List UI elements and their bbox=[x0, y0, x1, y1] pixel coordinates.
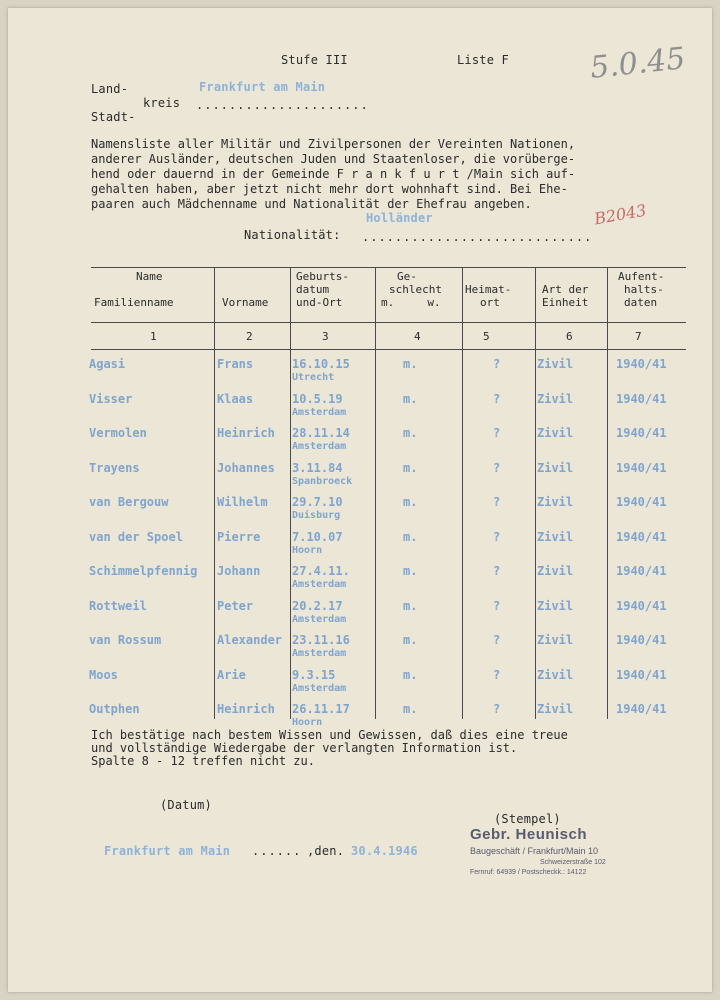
cell-heimatort: ? bbox=[493, 461, 501, 475]
cell-einheit: Zivil bbox=[537, 668, 574, 682]
column-divider bbox=[462, 267, 463, 719]
cell-datum: 16.10.15 bbox=[292, 357, 350, 371]
cell-einheit: Zivil bbox=[537, 633, 574, 647]
cell-geburt bbox=[292, 393, 346, 419]
cell-familienname: van Bergouw bbox=[89, 495, 169, 509]
footer-date: 30.4.1946 bbox=[351, 844, 418, 858]
intro-paragraph bbox=[91, 137, 575, 212]
intro-line: gehalten haben, aber jetzt nicht mehr dort wohnhaft sind. Bei Ehe- bbox=[91, 182, 568, 196]
red-pencil-note: B2043 bbox=[592, 200, 648, 229]
cell-familienname: Agasi bbox=[89, 357, 126, 371]
cell-datum: 26.11.17 bbox=[292, 702, 350, 716]
header-ort: ort bbox=[480, 296, 500, 309]
cell-vorname: Wilhelm bbox=[217, 495, 268, 509]
nationality-label: Nationalität: bbox=[244, 228, 341, 242]
header-daten: daten bbox=[624, 296, 658, 309]
column-divider bbox=[214, 267, 215, 719]
cell-datum: 29.7.10 bbox=[292, 495, 343, 509]
cell-einheit: Zivil bbox=[537, 461, 574, 475]
cell-geburt bbox=[292, 496, 343, 522]
stamp-line: Baugeschäft / Frankfurt/Main 10 bbox=[470, 846, 599, 856]
cell-geschlecht: m. bbox=[403, 599, 418, 613]
cell-heimatort: ? bbox=[493, 564, 501, 578]
cell-heimatort: ? bbox=[493, 633, 501, 647]
stufe-label: Stufe III bbox=[281, 53, 348, 67]
cell-ort: Amsterdam bbox=[292, 441, 347, 452]
cell-ort: Hoorn bbox=[292, 717, 323, 728]
cell-einheit: Zivil bbox=[537, 426, 574, 440]
intro-line: paaren auch Mädchenname und Nationalität der Ehefrau angeben. bbox=[91, 197, 532, 211]
cell-geburt bbox=[292, 565, 350, 591]
column-number: 6 bbox=[566, 330, 573, 343]
cell-vorname: Heinrich bbox=[217, 426, 275, 440]
intro-line: anderer Ausländer, deutschen Juden und Staatenloser, die vorüberge- bbox=[91, 152, 576, 166]
handwritten-annotation: 5.0.45 bbox=[588, 41, 687, 86]
cell-familienname: van der Spoel bbox=[89, 530, 183, 544]
cell-ort: Amsterdam bbox=[292, 614, 347, 625]
stamp-line: Schweizerstraße 102 bbox=[540, 859, 606, 866]
cell-vorname: Johannes bbox=[217, 461, 275, 475]
column-number: 4 bbox=[414, 330, 421, 343]
header-schlecht: schlecht bbox=[389, 283, 442, 296]
cell-ort: Amsterdam bbox=[292, 407, 347, 418]
cell-ort: Amsterdam bbox=[292, 648, 347, 659]
cell-daten: 1940/41 bbox=[616, 599, 667, 613]
cell-geschlecht: m. bbox=[403, 495, 418, 509]
cell-einheit: Zivil bbox=[537, 702, 574, 716]
column-number: 3 bbox=[322, 330, 329, 343]
cell-geschlecht: m. bbox=[403, 702, 418, 716]
column-divider bbox=[375, 267, 376, 719]
confirmation-text bbox=[91, 729, 568, 768]
cell-vorname: Peter bbox=[217, 599, 254, 613]
cell-datum: 20.2.17 bbox=[292, 599, 343, 613]
cell-datum: 3.11.84 bbox=[292, 461, 343, 475]
header-geburts: Geburts- bbox=[296, 270, 349, 283]
company-stamp bbox=[470, 826, 650, 876]
cell-geburt bbox=[292, 462, 352, 488]
cell-einheit: Zivil bbox=[537, 357, 574, 371]
location-value: Frankfurt am Main bbox=[199, 80, 326, 94]
cell-geschlecht: m. bbox=[403, 426, 418, 440]
header-und-ort: und-Ort bbox=[296, 296, 343, 309]
cell-daten: 1940/41 bbox=[616, 426, 667, 440]
header-familienname: Familienname bbox=[94, 296, 174, 309]
header-separator bbox=[91, 322, 686, 323]
cell-heimatort: ? bbox=[493, 495, 501, 509]
cell-heimatort: ? bbox=[493, 392, 501, 406]
header-art-der: Art der bbox=[542, 283, 589, 296]
cell-einheit: Zivil bbox=[537, 495, 574, 509]
cell-familienname: Schimmelpfennig bbox=[89, 564, 198, 578]
cell-daten: 1940/41 bbox=[616, 357, 667, 371]
cell-einheit: Zivil bbox=[537, 530, 574, 544]
datum-label: (Datum) bbox=[160, 798, 212, 812]
cell-familienname: Rottweil bbox=[89, 599, 147, 613]
liste-label: Liste F bbox=[457, 53, 509, 67]
cell-datum: 10.5.19 bbox=[292, 392, 343, 406]
header-vorname: Vorname bbox=[222, 296, 269, 309]
cell-geburt bbox=[292, 703, 350, 729]
cell-geschlecht: m. bbox=[403, 392, 418, 406]
cell-datum: 23.11.16 bbox=[292, 633, 350, 647]
cell-heimatort: ? bbox=[493, 426, 501, 440]
cell-vorname: Arie bbox=[217, 668, 246, 682]
cell-vorname: Frans bbox=[217, 357, 254, 371]
column-divider bbox=[290, 267, 291, 719]
cell-datum: 27.4.11. bbox=[292, 564, 350, 578]
cell-familienname: Moos bbox=[89, 668, 118, 682]
cell-geburt bbox=[292, 427, 350, 453]
cell-ort: Amsterdam bbox=[292, 579, 347, 590]
cell-geburt bbox=[292, 358, 350, 384]
nationality-value: Holländer bbox=[366, 211, 433, 225]
cell-geburt bbox=[292, 600, 346, 626]
intro-line: hend oder dauernd in der Gemeinde F r a n k f u r t /Main sich auf- bbox=[91, 167, 576, 181]
cell-vorname: Johann bbox=[217, 564, 261, 578]
cell-geschlecht: m. bbox=[403, 564, 418, 578]
header-einheit: Einheit bbox=[542, 296, 589, 309]
cell-heimatort: ? bbox=[493, 357, 501, 371]
cell-daten: 1940/41 bbox=[616, 495, 667, 509]
stamp-name: Gebr. Heunisch bbox=[470, 826, 588, 843]
cell-daten: 1940/41 bbox=[616, 461, 667, 475]
cell-vorname: Klaas bbox=[217, 392, 254, 406]
column-number: 1 bbox=[150, 330, 157, 343]
cell-daten: 1940/41 bbox=[616, 530, 667, 544]
cell-daten: 1940/41 bbox=[616, 702, 667, 716]
cell-datum: 28.11.14 bbox=[292, 426, 350, 440]
header-mw: m. w. bbox=[381, 296, 441, 309]
column-number: 2 bbox=[246, 330, 253, 343]
cell-heimatort: ? bbox=[493, 702, 501, 716]
cell-heimatort: ? bbox=[493, 530, 501, 544]
cell-familienname: Outphen bbox=[89, 702, 140, 716]
cell-datum: 9.3.15 bbox=[292, 668, 336, 682]
stadt-label: Stadt- bbox=[91, 110, 136, 124]
header-halts: halts- bbox=[624, 283, 664, 296]
header-ge: Ge- bbox=[397, 270, 417, 283]
cell-heimatort: ? bbox=[493, 668, 501, 682]
cell-daten: 1940/41 bbox=[616, 392, 667, 406]
cell-ort: Spanbroeck bbox=[292, 476, 353, 487]
column-divider bbox=[607, 267, 608, 719]
cell-familienname: Trayens bbox=[89, 461, 140, 475]
footer-place: Frankfurt am Main bbox=[104, 844, 231, 858]
column-divider bbox=[535, 267, 536, 719]
confirmation-line: Ich bestätige nach bestem Wissen und Gewissen, daß dies eine treue bbox=[91, 728, 568, 742]
cell-geburt bbox=[292, 634, 350, 660]
header-datum: datum bbox=[296, 283, 330, 296]
cell-heimatort: ? bbox=[493, 599, 501, 613]
cell-vorname: Heinrich bbox=[217, 702, 275, 716]
cell-daten: 1940/41 bbox=[616, 564, 667, 578]
cell-einheit: Zivil bbox=[537, 564, 574, 578]
column-number: 7 bbox=[635, 330, 642, 343]
cell-einheit: Zivil bbox=[537, 599, 574, 613]
nationality-dots: ............................ bbox=[362, 230, 593, 244]
intro-line: Namensliste aller Militär und Zivilpersonen der Vereinten Nationen, bbox=[91, 137, 576, 151]
header-heimat: Heimat- bbox=[465, 283, 512, 296]
cell-daten: 1940/41 bbox=[616, 633, 667, 647]
stamp-line: Fernruf: 64939 / Postscheckk.: 14122 bbox=[470, 869, 587, 876]
cell-einheit: Zivil bbox=[537, 392, 574, 406]
column-number: 5 bbox=[483, 330, 490, 343]
cell-ort: Utrecht bbox=[292, 372, 335, 383]
cell-vorname: Alexander bbox=[217, 633, 283, 647]
cell-geschlecht: m. bbox=[403, 668, 418, 682]
header-aufent: Aufent- bbox=[618, 270, 665, 283]
land-label: Land- bbox=[91, 82, 129, 96]
cell-familienname: van Rossum bbox=[89, 633, 162, 647]
table-top-border bbox=[91, 267, 686, 268]
footer-place-dots: ...... bbox=[252, 844, 302, 858]
cell-geburt bbox=[292, 531, 343, 557]
cell-geschlecht: m. bbox=[403, 461, 418, 475]
cell-daten: 1940/41 bbox=[616, 668, 667, 682]
cell-datum: 7.10.07 bbox=[292, 530, 343, 544]
cell-geburt bbox=[292, 669, 346, 695]
cell-familienname: Vermolen bbox=[89, 426, 147, 440]
cell-familienname: Visser bbox=[89, 392, 133, 406]
confirmation-line: Spalte 8 - 12 treffen nicht zu. bbox=[91, 754, 315, 768]
cell-ort: Amsterdam bbox=[292, 683, 347, 694]
number-row-separator bbox=[91, 349, 686, 350]
footer-den: ,den. bbox=[307, 844, 345, 858]
kreis-label: kreis bbox=[143, 96, 181, 110]
stempel-label: (Stempel) bbox=[494, 812, 561, 826]
confirmation-line: und vollständige Wiedergabe der verlangten Information ist. bbox=[91, 741, 518, 755]
cell-geschlecht: m. bbox=[403, 357, 418, 371]
kreis-dots: ..................... bbox=[196, 98, 369, 112]
cell-vorname: Pierre bbox=[217, 530, 261, 544]
cell-geschlecht: m. bbox=[403, 633, 418, 647]
cell-geschlecht: m. bbox=[403, 530, 418, 544]
cell-ort: Duisburg bbox=[292, 510, 341, 521]
header-name: Name bbox=[136, 270, 163, 283]
cell-ort: Hoorn bbox=[292, 545, 323, 556]
